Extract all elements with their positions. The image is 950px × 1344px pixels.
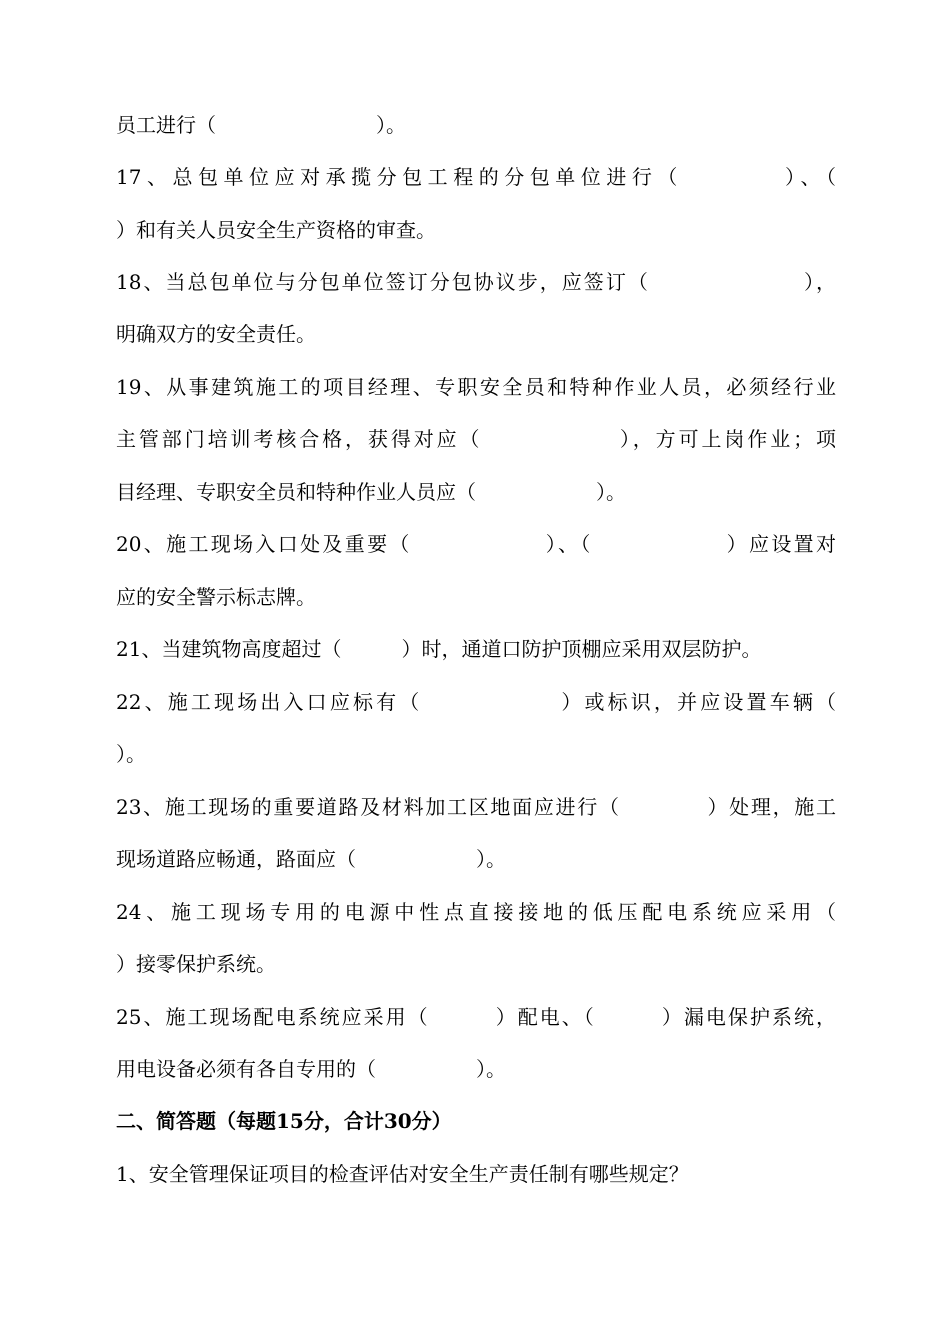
question-23-line-2: 现场道路应畅通，路面应（ ）。 [116, 847, 506, 871]
question-18-line-2: 明确双方的安全责任。 [116, 322, 316, 346]
section-heading-short-answer: 二、简答题（每题15分，合计30分） [116, 1109, 452, 1133]
question-17-line-2: ）和有关人员安全生产资格的审查。 [116, 218, 436, 242]
question-25-line-1: 25、施工现场配电系统应采用（ ）配电、（ ）漏电保护系统， [116, 1005, 836, 1029]
question-22-line-1: 22、施工现场出入口应标有（ ）或标识，并应设置车辆（ [116, 690, 836, 714]
question-17-line-1: 17、总包单位应对承揽分包工程的分包单位进行（ ）、（ [116, 165, 836, 189]
question-19-line-2: 主管部门培训考核合格，获得对应（ ），方可上岗作业；项 [116, 427, 836, 451]
question-24-line-2: ）接零保护系统。 [116, 952, 276, 976]
question-20-line-2: 应的安全警示标志牌。 [116, 585, 316, 609]
question-22-line-2: ）。 [116, 742, 146, 766]
text-line-1: 员工进行（ ）。 [116, 113, 406, 137]
question-18-line-1: 18、当总包单位与分包单位签订分包协议步，应签订（ ）， [116, 270, 836, 294]
short-answer-question-1: 1、安全管理保证项目的检查评估对安全生产责任制有哪些规定？ [116, 1162, 689, 1186]
question-19-line-1: 19、从事建筑施工的项目经理、专职安全员和特种作业人员，必须经行业 [116, 375, 836, 399]
question-21-line-1: 21、当建筑物高度超过（ ）时，通道口防护顶棚应采用双层防护。 [116, 637, 762, 661]
question-23-line-1: 23、施工现场的重要道路及材料加工区地面应进行（ ）处理，施工 [116, 795, 836, 819]
question-25-line-2: 用电设备必须有各自专用的（ ）。 [116, 1057, 506, 1081]
question-19-line-3: 目经理、专职安全员和特种作业人员应（ ）。 [116, 480, 626, 504]
question-24-line-1: 24、施工现场专用的电源中性点直接接地的低压配电系统应采用（ [116, 900, 836, 924]
question-20-line-1: 20、施工现场入口处及重要（ ）、（ ）应设置对 [116, 532, 836, 556]
